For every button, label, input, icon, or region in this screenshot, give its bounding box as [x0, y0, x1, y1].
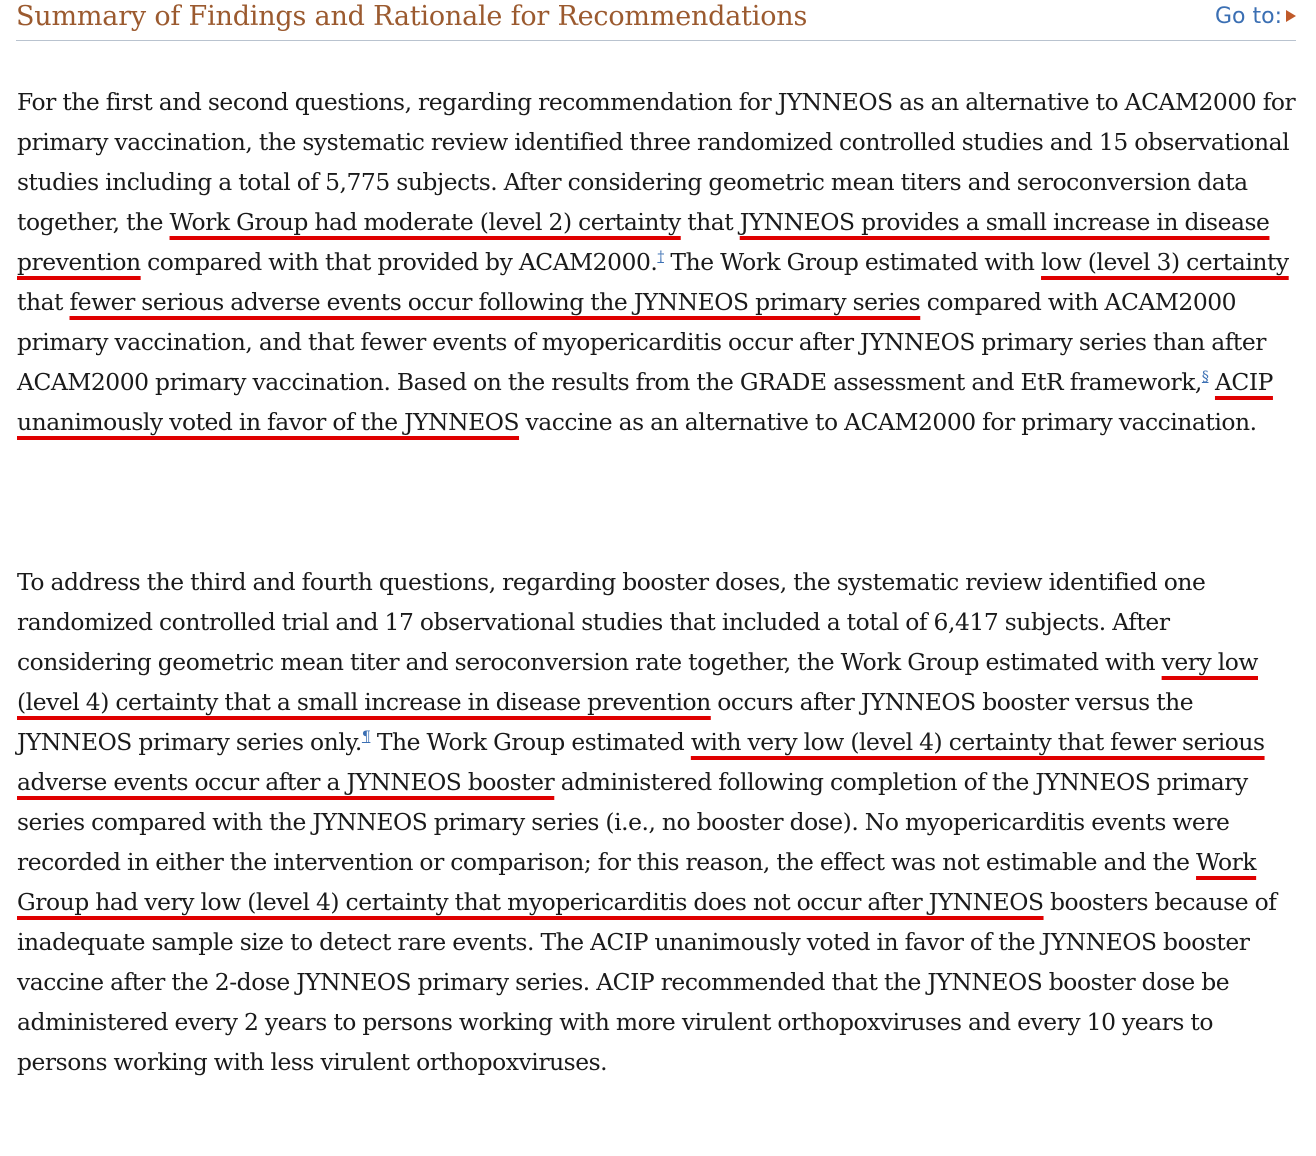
- paragraph-primary-vaccination: [17, 82, 1307, 442]
- text-span: that: [680, 208, 740, 236]
- text-span: The Work Group estimated: [370, 728, 691, 756]
- text-span: compared with ACAM2000 primary vaccination, and that fewer events of myopericarditis occur after JYNNEOS primary series than after ACAM2000 primary vaccination. Based on the results from the GRADE assessment and EtR framework,: [17, 288, 1266, 396]
- triangle-right-icon[interactable]: [1286, 10, 1296, 22]
- highlighted-phrase: Work Group had moderate (level 2) certainty: [169, 208, 681, 236]
- paragraph-booster-doses: [17, 562, 1307, 1082]
- text-span: The Work Group estimated with: [663, 248, 1042, 276]
- footnote-link[interactable]: §: [1201, 369, 1209, 386]
- go-to-label[interactable]: Go to:: [1215, 4, 1282, 29]
- section-title: Summary of Findings and Rationale for Recommendations: [16, 1, 808, 32]
- text-span: that: [17, 288, 70, 316]
- highlighted-phrase: Work Group had very low (level 4) certainty that myopericarditis does not occur after JYNNEOS: [17, 848, 1257, 916]
- text-span: boosters because of inadequate sample size to detect rare events. The ACIP unanimously voted in favor of the JYNNEOS booster vaccine after the 2-dose JYNNEOS primary series. ACIP recommended that the JYNNEOS booster dose be administered every 2 years to persons working with more virulent orthopoxviruses and every 10 years to persons working with less virulent orthopoxviruses.: [17, 888, 1277, 1076]
- text-span: compared with that provided by ACAM2000.: [140, 248, 658, 276]
- highlighted-phrase: JYNNEOS provides a small increase in disease prevention: [17, 208, 1270, 276]
- footnote-link[interactable]: †: [657, 249, 664, 266]
- text-span: vaccine as an alternative to ACAM2000 for primary vaccination.: [519, 408, 1257, 436]
- text-span: For the first and second questions, regarding recommendation for JYNNEOS as an alternative to ACAM2000 for primary vaccination, the systematic review identified three randomized controlled studies and 15 observational studies including a total of 5,775 subjects. After considering geometric mean titers and seroconversion data together, the: [17, 88, 1296, 236]
- text-span: administered following completion of the JYNNEOS primary series compared with the JYNNEOS primary series (i.e., no booster dose). No myopericarditis events were recorded in either the intervention or comparison; for this reason, the effect was not estimable and the: [17, 768, 1248, 876]
- text-span: To address the third and fourth questions, regarding booster doses, the systematic review identified one randomized controlled trial and 17 observational studies that included a total of 6,417 subjects. After considering geometric mean titer and seroconversion rate together, the Work Group estimated with: [17, 568, 1206, 676]
- text-span: occurs after JYNNEOS booster versus the JYNNEOS primary series only.: [17, 688, 1194, 756]
- footnote-link[interactable]: ¶: [361, 729, 371, 746]
- section-header: [16, 0, 1296, 41]
- highlighted-phrase: low (level 3) certainty: [1041, 248, 1289, 276]
- highlighted-phrase: with very low (level 4) certainty that fewer serious adverse events occur after a JYNNEOS booster: [17, 728, 1265, 796]
- highlighted-phrase: ACIP unanimously voted in favor of the JYNNEOS: [17, 368, 1273, 436]
- highlighted-phrase: very low (level 4) certainty that a small increase in disease prevention: [17, 648, 1258, 716]
- go-to-link[interactable]: [1215, 4, 1296, 29]
- highlighted-phrase: fewer serious adverse events occur following the JYNNEOS primary series: [69, 288, 921, 316]
